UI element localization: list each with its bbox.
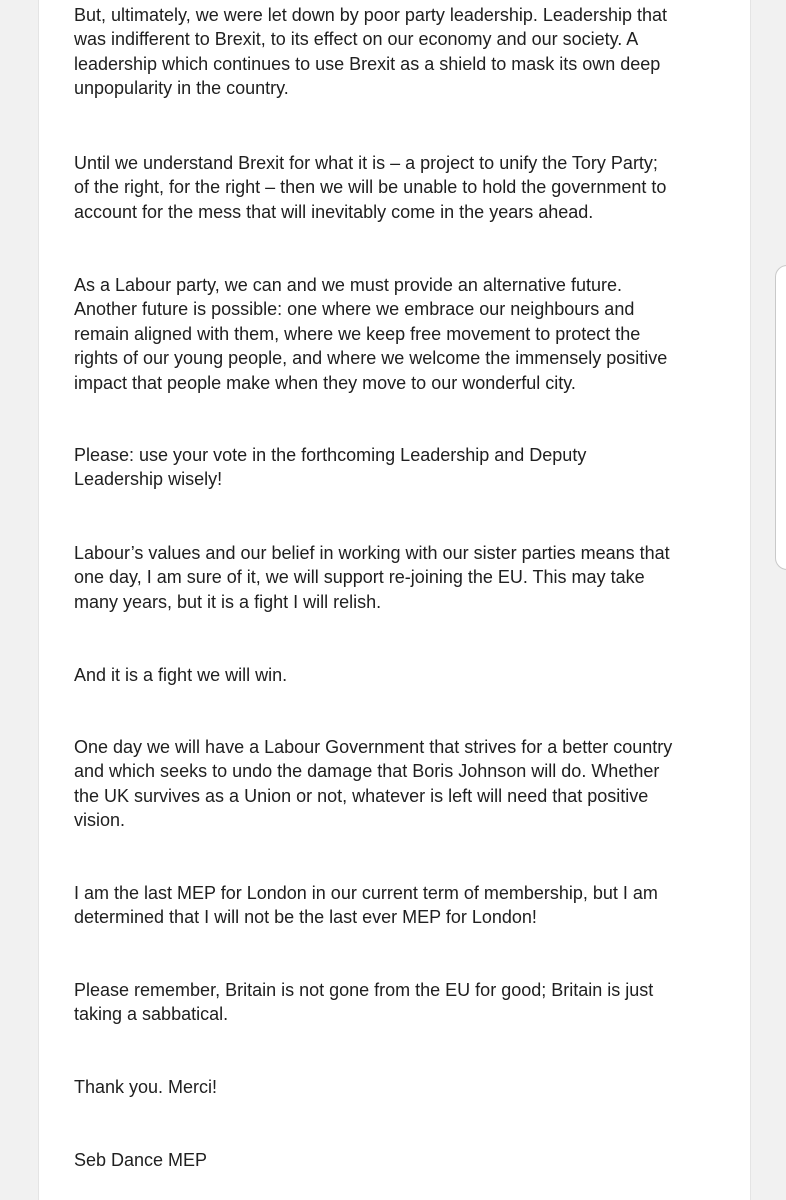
scrollbar-handle[interactable]	[775, 265, 786, 570]
paragraph-labour-values: Labour’s values and our belief in working with our sister parties means that one day, I am sure of it, we will support re-joining the EU. This may take many years, but it is a fight I will relish.	[74, 543, 670, 612]
signature-line: Seb Dance MEP	[74, 1150, 208, 1170]
paragraph-understand-brexit: Until we understand Brexit for what it is – a project to unify the Tory Party; of the right, for the right – then we will be unable to hold the government to account for the mess that will inevitably come in the years ahead.	[74, 153, 667, 222]
paragraph-sabbatical: Please remember, Britain is not gone from the EU for good; Britain is just taking a sabbatical.	[74, 980, 654, 1025]
document-page	[38, 0, 751, 1200]
paragraph-leadership: But, ultimately, we were let down by poor party leadership. Leadership that was indifferent to Brexit, to its effect on our economy and our society. A leadership which continues to use Brexit as a shield to mask its own deep unpopularity in the country.	[74, 5, 667, 99]
paragraph-last-mep: I am the last MEP for London in our current term of membership, but I am determined that I will not be the last ever MEP for London!	[74, 883, 658, 928]
paragraph-labour-government: One day we will have a Labour Government that strives for a better country and which seeks to undo the damage that Boris Johnson will do. Whether the UK survives as a Union or not, whatever is left will need that positive vision.	[74, 737, 673, 831]
paragraph-vote-wisely: Please: use your vote in the forthcoming Leadership and Deputy Leadership wisely!	[74, 445, 587, 490]
paragraph-fight-we-win: And it is a fight we will win.	[74, 665, 288, 685]
paragraph-thank-you: Thank you. Merci!	[74, 1077, 218, 1097]
paragraph-alternative-future: As a Labour party, we can and we must provide an alternative future. Another future is possible: one where we embrace our neighbours and remain aligned with them, where we keep free movement to protect the rights of our young people, and where we welcome the immensely positive impact that people make when they move to our wonderful city.	[74, 275, 668, 393]
